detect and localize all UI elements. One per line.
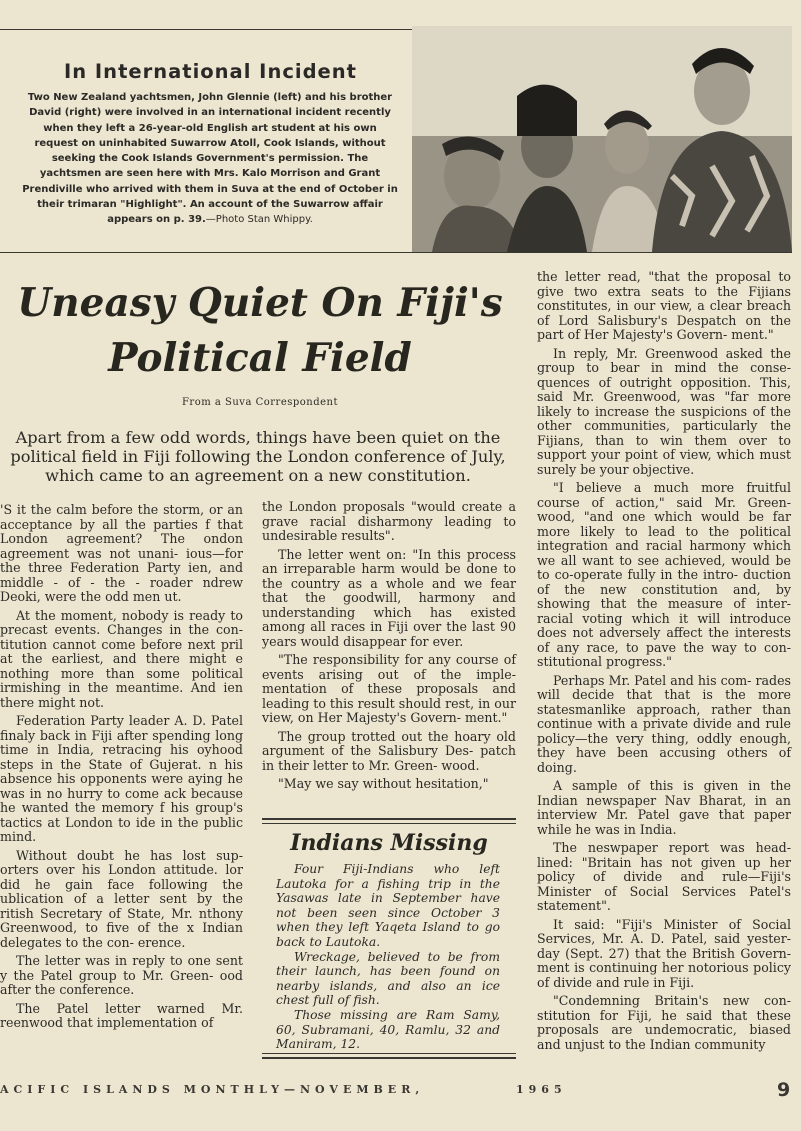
article-column-3	[537, 270, 791, 1056]
box-bottom-rule	[262, 1053, 516, 1054]
caption-bottom-rule	[0, 252, 792, 253]
paragraph: 'S it the calm before the storm, or an acceptance by all the parties f that London agreement? The ondon agreement was not unani- ious—for the three Federation Party ien, and middle - of - the - roader ndrew Deoki, were the odd men ut.	[0, 503, 243, 604]
photo-credit: —Photo Stan Whippy.	[205, 214, 313, 226]
photo-yachtsmen	[412, 26, 792, 252]
paragraph: the London proposals "would create a grave racial disharmony leading to undesirable results".	[262, 499, 516, 543]
byline: From a Suva Correspondent	[181, 397, 339, 408]
box-body	[276, 862, 500, 1052]
paragraph: "I believe a much more fruitful course of action," said Mr. Green- wood, "and one which would be far more likely to lead to the political integration and racial harmony which we all want to see achieved, would be to co-operate fully in the intro- duction of the new constitution and, by showing that the measure of inter- racial voting which it will introduce does not adversely affect the interests of any race, to pave the way to con- stitutional progress."	[537, 480, 791, 669]
box-top-rule-thin	[262, 823, 516, 824]
page-number: 9	[777, 1079, 791, 1101]
article-column-2	[262, 500, 516, 796]
paragraph: In reply, Mr. Greenwood asked the group to bear in mind the conse- quences of outright opposition. This, said Mr. Greenwood, was "far more likely to increase the suspicions of the other communities, particularly the Fijians, than to win them over to support your point of view, which must surely be your objective.	[537, 345, 791, 477]
article-headline-line1: Uneasy Quiet On Fiji's	[17, 280, 503, 326]
paragraph: A sample of this is given in the Indian newspaper Nav Bharat, in an interview Mr. Patel gave that paper while he was in India.	[537, 778, 791, 837]
article-column-1	[0, 503, 243, 1035]
caption-text: Two New Zealand yachtsmen, John Glennie (left) and his brother David (right) were involved in an international incident recently when they left a 26-year-old English art student at his own request on uninhabited Suwarrow Atoll, Cook Islands, without seeking the Cook Islands Government's permission. The yachtsmen are seen here with Mrs. Kalo Morrison and Grant Prendiville who arrived with them in Suva at the end of October in their trimaran "Highlight". An account of the Suwarrow affair appears on p. 39.	[22, 92, 398, 226]
paragraph: Federation Party leader A. D. Patel finaly back in Fiji after spending long time in India, retracing his oyhood steps in the State of Gujerat. n his absence his opponents were aying he was in no hurry to come ack because he wanted the memory f his group's tactics at London to ide in the public mind.	[0, 713, 243, 844]
paragraph: The Patel letter warned Mr. reenwood that implementation of	[0, 1000, 243, 1030]
box-paragraph: Wreckage, believed to be from their launch, has been found on nearby islands, and also an ice chest full of fish.	[276, 949, 500, 1008]
footer-year: 1965	[516, 1083, 567, 1096]
box-bottom-rule-thick	[262, 1057, 516, 1059]
paragraph: The neswpaper report was head- lined: "Britain has not given up her policy of divide and rule—Fiji's Minister of Social Services Patel's statement".	[537, 840, 791, 913]
box-heading: Indians Missing	[290, 830, 488, 856]
photo-caption	[22, 90, 398, 228]
paragraph: Without doubt he has lost sup- orters over his London attitude. lor did he gain face following the ublication of a letter sent by the ritish Secretary of State, Mr. nthony Greenwood, to five of the x Indian delegates to the con- erence.	[0, 847, 243, 950]
paragraph: Perhaps Mr. Patel and his com- rades will decide that that is the more statesmanlike approach, rather than continue with a private divide and rule policy—the very thing, oddly enough, they have been accusing others of doing.	[537, 672, 791, 775]
box-top-rule	[262, 818, 516, 820]
footer-publication: ACIFIC ISLANDS MONTHLY—NOVEMBER,	[0, 1083, 425, 1096]
standfirst: Apart from a few odd words, things have been quiet on the political field in Fiji following the London conference of July, which came to an agreement on a new constitution.	[10, 428, 506, 485]
paragraph: "May we say without hesitation,"	[278, 776, 489, 791]
box-paragraph: Four Fiji-Indians who left Lautoka for a fishing trip in the Yasawas late in September have not been seen since October 3 when they left Yaqeta Island to go back to Lautoka.	[276, 862, 500, 949]
article-headline-line2: Political Field	[108, 335, 412, 381]
paragraph: The group trotted out the hoary old argument of the Salisbury Des- patch in their letter to Mr. Green- wood.	[262, 728, 516, 773]
paragraph: At the moment, nobody is ready to precast events. Changes in the con- titution cannot come before next pril at the earliest, and there might e nothing more than some political irmishing in the meantime. And ien there might not.	[0, 607, 243, 710]
paragraph: "Condemning Britain's new con- stitution for Fiji, he said that these proposals are undemocratic, biased and unjust to the Indian community	[537, 993, 791, 1052]
paragraph: the letter read, "that the proposal to give two extra seats to the Fijians constitutes, in our view, a clear breach of Lord Salisbury's Despatch on the part of Her Majesty's Govern- ment."	[537, 269, 791, 342]
box-paragraph: Those missing are Ram Samy, 60, Subramani, 40, Ramlu, 32 and Maniram, 12.	[276, 1007, 500, 1052]
paragraph: The letter went on: "In this process an irreparable harm would be done to the country as a whole and we fear that the goodwill, harmony and understanding which has existed among all races in Fiji over the last 90 years would disappear for ever.	[262, 546, 516, 649]
paragraph: The letter was in reply to one sent y the Patel group to Mr. Green- ood after the conference.	[0, 953, 243, 997]
caption-heading: In International Incident	[64, 60, 357, 83]
top-rule	[0, 29, 412, 30]
paragraph: It said: "Fiji's Minister of Social Services, Mr. A. D. Patel, said yester- day (Sept. 27) that the British Govern- ment is continuing her notorious policy of divide and rule in Fiji.	[537, 916, 791, 990]
paragraph: "The responsibility for any course of events arising out of the imple- mentation of these proposals and leading to this result should rest, in our view, on Her Majesty's Govern- ment."	[262, 652, 516, 725]
